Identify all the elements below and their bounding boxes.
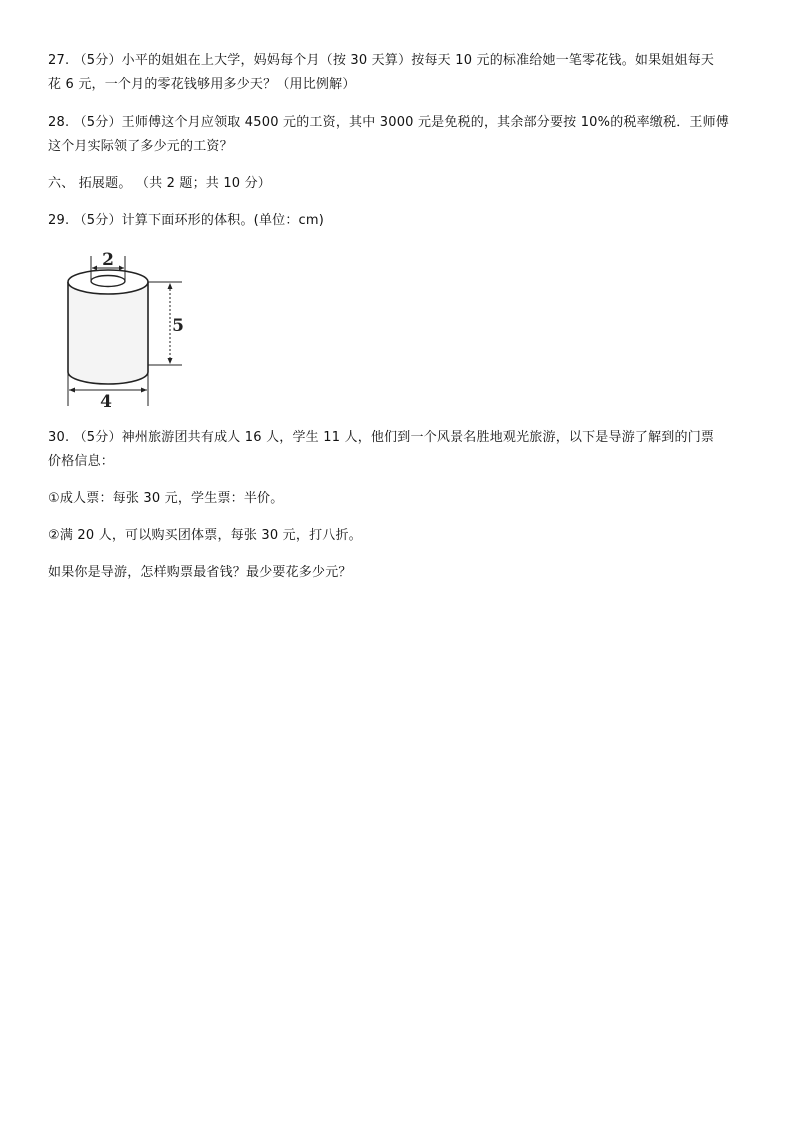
cylinder-body-fill: [68, 282, 148, 384]
outer-diameter-arrow-right: [141, 388, 147, 393]
cylinder-inner-hole-ellipse: [91, 276, 125, 287]
section-6-heading: 六、 拓展题。 （共 2 题；共 10 分）: [48, 176, 272, 191]
question-30-item-2: ②满 20 人，可以购买团体票，每张 30 元，打八折。: [48, 528, 362, 543]
outer-diameter-label: 4: [100, 392, 112, 410]
height-arrow-bottom: [168, 358, 173, 364]
question-30-line-1: 30. （5分）神州旅游团共有成人 16 人，学生 11 人，他们到一个风景名胜地观光旅游，以下是导游了解到的门票: [48, 430, 715, 445]
question-28-line-2: 这个月实际领了多少元的工资？: [48, 139, 233, 154]
height-arrow-top: [168, 283, 173, 289]
inner-diameter-arrow-left: [92, 266, 97, 271]
inner-diameter-arrow-right: [119, 266, 124, 271]
hollow-cylinder-diagram: [58, 244, 198, 410]
height-label: 5: [172, 316, 184, 336]
question-30-question: 如果你是导游，怎样购票最省钱？最少要花多少元？: [48, 565, 352, 580]
question-28-line-1: 28. （5分）王师傅这个月应领取 4500 元的工资，其中 3000 元是免税的，其余部分要按 10%的税率缴税．王师傅: [48, 115, 730, 130]
question-29-line-1: 29. （5分）计算下面环形的体积。(单位：cm): [48, 213, 325, 228]
inner-diameter-label: 2: [102, 250, 114, 270]
outer-diameter-arrow-left: [69, 388, 75, 393]
question-30-line-2: 价格信息：: [48, 454, 115, 469]
question-27-line-2: 花 6 元，一个月的零花钱够用多少天？（用比例解）: [48, 77, 356, 92]
hollow-cylinder-figure: [58, 244, 198, 410]
question-30-item-1: ①成人票：每张 30 元，学生票：半价。: [48, 491, 284, 506]
question-27-line-1: 27. （5分）小平的姐姐在上大学，妈妈每个月（按 30 天算）按每天 10 元的标准给她一笔零花钱。如果姐姐每天: [48, 53, 715, 68]
